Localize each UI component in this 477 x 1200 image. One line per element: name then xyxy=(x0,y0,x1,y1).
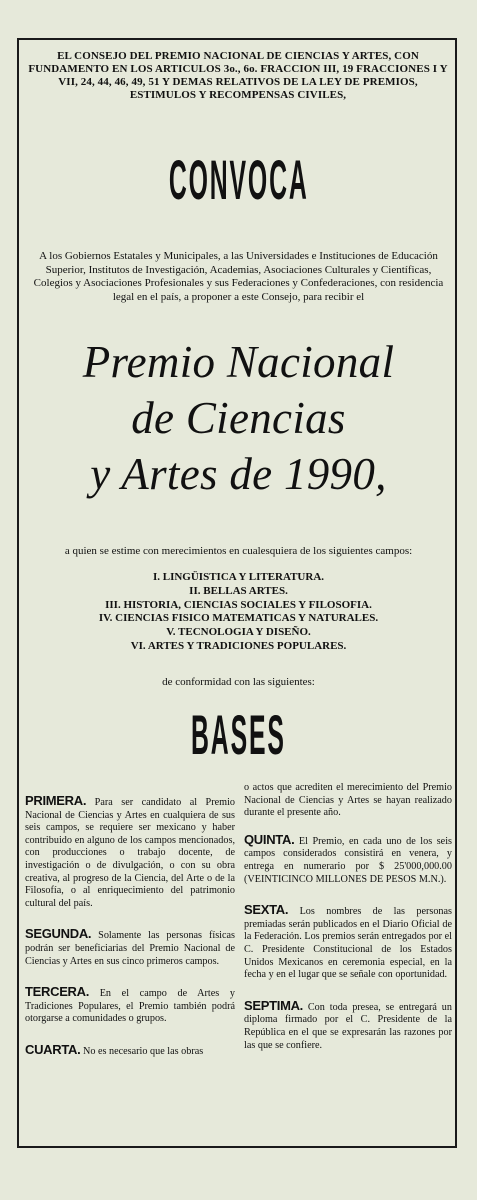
base-quinta xyxy=(244,831,452,886)
bases-heading xyxy=(0,705,477,767)
base-text: No es necesario que las obras xyxy=(80,1045,204,1057)
prize-title-line-2: de Ciencias xyxy=(131,393,346,443)
base-lead: SEPTIMA. xyxy=(244,997,303,1013)
base-lead: PRIMERA. xyxy=(25,793,87,808)
field-item: II. BELLAS ARTES. xyxy=(189,584,288,597)
bases-left-column xyxy=(25,795,235,1071)
fields-list xyxy=(0,571,477,654)
field-item: V. TECNOLOGIA Y DISEÑO. xyxy=(166,626,311,639)
bases-text: BASES xyxy=(191,705,286,767)
convoca-text: CONVOCA xyxy=(168,150,309,212)
base-lead: SEGUNDA. xyxy=(25,926,92,942)
field-item: I. LINGÜISTICA Y LITERATURA. xyxy=(152,571,325,583)
base-tercera xyxy=(25,986,235,1026)
bases-right-column xyxy=(244,782,452,1064)
field-item: VI. ARTES Y TRADICIONES POPULARES. xyxy=(130,639,347,652)
base-text: El Premio, en cada uno de los seis campos considerados consistirá en venera, y entrega en numerario por $ 25'000,000.00 (VEINTICINCO MILLONES DE PESOS M.N.). xyxy=(244,835,452,885)
base-lead: TERCERA. xyxy=(25,984,90,1000)
base-primera xyxy=(25,795,235,910)
base-text: Los nombres de las personas premiadas serán publicados en el Diario Oficial de la Federación. Los premios serán entregados por el C. Presidente Constitucional de los Estados Unidos Mexicanos en ceremonia especial, en la fecha y en el lugar que se señale con oportunidad. xyxy=(244,906,452,981)
base-cuarta-continued: o actos que acrediten el merecimiento del Premio Nacional de Ciencias y Artes se hayan realizado durante el presente año. xyxy=(244,782,452,819)
council-header: EL CONSEJO DEL PREMIO NACIONAL DE CIENCIAS Y ARTES, CON FUNDAMENTO EN LOS ARTICULOS 3o., 6o. FRACCION III, 19 FRACCIONES I Y VII, 24, 44, 46, 49, 51 Y DEMAS RELATIVOS DE LA LEY DE PREMIOS, ESTIMULOS Y RECOMPENSAS CIVILES, xyxy=(28,50,448,101)
bases-intro: de conformidad con las siguientes: xyxy=(162,676,315,688)
field-item: III. HISTORIA, CIENCIAS SOCIALES Y FILOSOFIA. xyxy=(105,598,372,611)
base-lead: CUARTA. xyxy=(25,1041,81,1057)
base-segunda xyxy=(25,928,235,968)
base-lead: QUINTA. xyxy=(244,831,295,847)
base-lead: SEXTA. xyxy=(244,902,289,918)
base-text: En el campo de Artes y Tradiciones Populares, el Premio también podrá otorgarse a comunidades o grupos. xyxy=(25,988,235,1025)
field-item: IV. CIENCIAS FISICO MATEMATICAS Y NATURALES. xyxy=(98,612,379,625)
base-text: Con toda presea, se entregará un diploma firmado por el C. Presidente de la República en el que se expresarán las razones por las que se confiere. xyxy=(244,1001,452,1051)
prize-title xyxy=(0,334,477,502)
base-sexta xyxy=(244,904,452,982)
base-text: Para ser candidato al Premio Nacional de Ciencias y Artes en cualquiera de sus seis campos, se requiere ser mexicano y haber contribuido en alguno de los campos mencionados, con producciones o trabajo docente, de investigación o de divulgación, o con su obra creativa, al progreso de la Ciencia, del Arte o de la Filosofía, o al enriquecimiento del patrimonio cultural del país. xyxy=(25,797,235,909)
base-cuarta xyxy=(25,1041,235,1059)
fields-intro: a quien se estime con merecimientos en cualesquiera de los siguientes campos: xyxy=(64,545,413,557)
invitation-paragraph: A los Gobiernos Estatales y Municipales, a las Universidades e Instituciones de Educación Superior, Institutos de Investigación, Academias, Asociaciones Culturales y Científicas, Colegios y Asociaciones Profesionales y sus Federaciones y Confederaciones, con residencia legal en el país, a proponer a este Consejo, para recibir el xyxy=(33,250,444,303)
prize-title-line-1: Premio Nacional xyxy=(82,337,395,387)
prize-title-line-3: y Artes de 1990, xyxy=(90,449,387,499)
base-text: Solamente las personas físicas podrán ser beneficiarias del Premio Nacional de Ciencias y Artes en sus cinco primeros campos. xyxy=(25,930,235,967)
convoca-heading xyxy=(0,150,477,212)
base-septima xyxy=(244,997,452,1052)
